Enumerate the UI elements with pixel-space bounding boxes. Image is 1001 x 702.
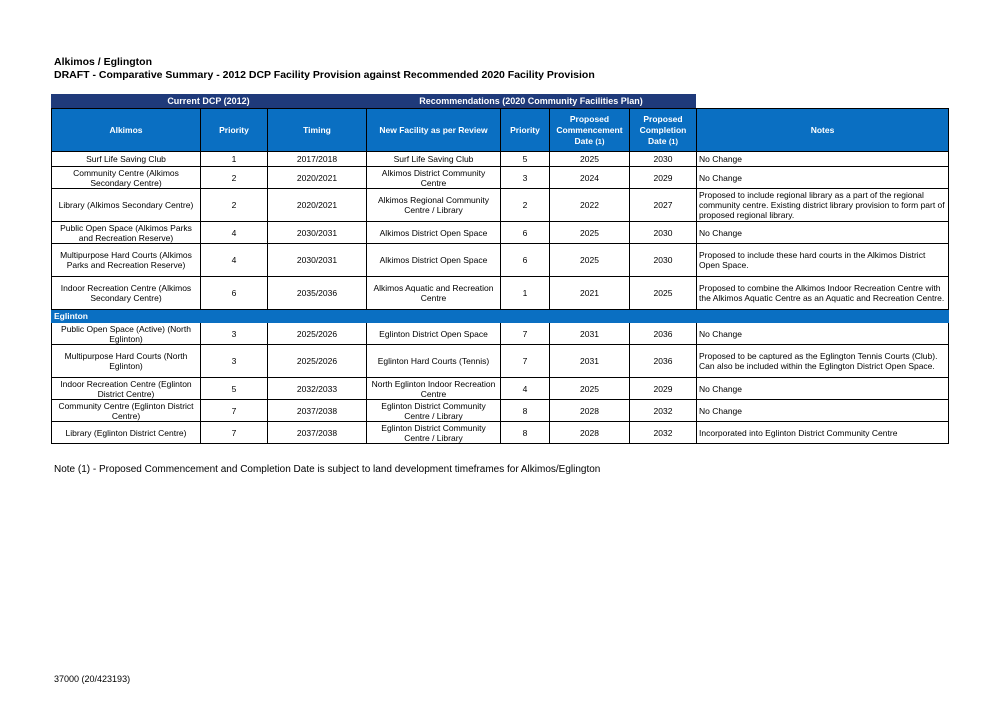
cell-completion: 2025 bbox=[630, 277, 697, 310]
cell-timing: 2030/2031 bbox=[268, 244, 367, 277]
col-header-priority: Priority bbox=[201, 109, 268, 152]
column-header-row bbox=[52, 109, 949, 152]
cell-priority: 7 bbox=[201, 422, 268, 444]
cell-completion: 2030 bbox=[630, 222, 697, 244]
cell-priority: 4 bbox=[201, 244, 268, 277]
cell-new-facility: Alkimos District Open Space bbox=[367, 244, 501, 277]
cell-timing: 2025/2026 bbox=[268, 345, 367, 378]
cell-timing: 2037/2038 bbox=[268, 400, 367, 422]
cell-new-facility: Alkimos District Open Space bbox=[367, 222, 501, 244]
cell-rec-priority: 6 bbox=[501, 244, 550, 277]
cell-commencement: 2031 bbox=[550, 345, 630, 378]
cell-new-facility: Alkimos Aquatic and Recreation Centre bbox=[367, 277, 501, 310]
table-row bbox=[52, 323, 949, 345]
cell-timing: 2020/2021 bbox=[268, 167, 367, 189]
cell-facility: Library (Eglinton District Centre) bbox=[52, 422, 201, 444]
eglinton-section bbox=[52, 323, 949, 444]
cell-timing: 2020/2021 bbox=[268, 189, 367, 222]
cell-new-facility: Eglinton District Open Space bbox=[367, 323, 501, 345]
cell-commencement: 2021 bbox=[550, 277, 630, 310]
cell-completion: 2029 bbox=[630, 378, 697, 400]
cell-rec-priority: 2 bbox=[501, 189, 550, 222]
table-row bbox=[52, 422, 949, 444]
cell-timing: 2032/2033 bbox=[268, 378, 367, 400]
cell-rec-priority: 8 bbox=[501, 400, 550, 422]
document-reference: 37000 (20/423193) bbox=[54, 674, 131, 684]
cell-commencement: 2031 bbox=[550, 323, 630, 345]
cell-commencement: 2024 bbox=[550, 167, 630, 189]
cell-rec-priority: 7 bbox=[501, 345, 550, 378]
commencement-label: Proposed Commencement Date bbox=[556, 113, 623, 146]
commencement-note: (1) bbox=[595, 136, 605, 146]
table-row bbox=[52, 277, 949, 310]
cell-rec-priority: 1 bbox=[501, 277, 550, 310]
col-header-new-facility: New Facility as per Review bbox=[367, 109, 501, 152]
cell-facility: Library (Alkimos Secondary Centre) bbox=[52, 189, 201, 222]
cell-priority: 6 bbox=[201, 277, 268, 310]
table-row bbox=[52, 345, 949, 378]
cell-new-facility: Eglinton District Community Centre / Library bbox=[367, 422, 501, 444]
cell-notes: Incorporated into Eglinton District Community Centre bbox=[697, 422, 949, 444]
cell-priority: 4 bbox=[201, 222, 268, 244]
table-row bbox=[52, 400, 949, 422]
cell-priority: 3 bbox=[201, 345, 268, 378]
cell-facility: Public Open Space (Alkimos Parks and Recreation Reserve) bbox=[52, 222, 201, 244]
cell-notes: Proposed to be captured as the Eglington Tennis Courts (Club). Can also be included within the Eglington District Open Space. bbox=[697, 345, 949, 378]
cell-rec-priority: 8 bbox=[501, 422, 550, 444]
cell-completion: 2029 bbox=[630, 167, 697, 189]
table-row bbox=[52, 167, 949, 189]
cell-new-facility: Eglinton Hard Courts (Tennis) bbox=[367, 345, 501, 378]
cell-priority: 2 bbox=[201, 167, 268, 189]
group-header-bar bbox=[51, 94, 696, 108]
cell-new-facility: Alkimos District Community Centre bbox=[367, 167, 501, 189]
cell-facility: Surf Life Saving Club bbox=[52, 152, 201, 167]
cell-completion: 2030 bbox=[630, 244, 697, 277]
completion-label: Proposed Completion Date bbox=[639, 113, 687, 146]
table-row bbox=[52, 152, 949, 167]
cell-timing: 2030/2031 bbox=[268, 222, 367, 244]
cell-notes: No Change bbox=[697, 222, 949, 244]
cell-notes: No Change bbox=[697, 400, 949, 422]
document-title: Alkimos / Eglington bbox=[54, 56, 153, 68]
cell-priority: 7 bbox=[201, 400, 268, 422]
group-header-current: Current DCP (2012) bbox=[51, 94, 366, 108]
cell-notes: Proposed to include these hard courts in the Alkimos District Open Space. bbox=[697, 244, 949, 277]
cell-notes: Proposed to include regional library as a part of the regional community centre. Existing district library provision to form part of proposed regional library. bbox=[697, 189, 949, 222]
cell-rec-priority: 5 bbox=[501, 152, 550, 167]
cell-facility: Indoor Recreation Centre (Alkimos Secondary Centre) bbox=[52, 277, 201, 310]
cell-priority: 2 bbox=[201, 189, 268, 222]
cell-notes: Proposed to combine the Alkimos Indoor Recreation Centre with the Alkimos Aquatic Centre as an Aquatic and Recreation Centre. bbox=[697, 277, 949, 310]
alkimos-section bbox=[52, 152, 949, 310]
group-header-recommendations: Recommendations (2020 Community Facilities Plan) bbox=[366, 94, 696, 108]
cell-commencement: 2025 bbox=[550, 244, 630, 277]
cell-commencement: 2025 bbox=[550, 222, 630, 244]
cell-rec-priority: 6 bbox=[501, 222, 550, 244]
cell-timing: 2025/2026 bbox=[268, 323, 367, 345]
cell-new-facility: Surf Life Saving Club bbox=[367, 152, 501, 167]
col-header-notes: Notes bbox=[697, 109, 949, 152]
cell-facility: Public Open Space (Active) (North Eglinton) bbox=[52, 323, 201, 345]
cell-facility: Indoor Recreation Centre (Eglinton District Centre) bbox=[52, 378, 201, 400]
cell-notes: No Change bbox=[697, 323, 949, 345]
cell-rec-priority: 4 bbox=[501, 378, 550, 400]
cell-completion: 2036 bbox=[630, 323, 697, 345]
cell-timing: 2035/2036 bbox=[268, 277, 367, 310]
table-row bbox=[52, 222, 949, 244]
cell-commencement: 2028 bbox=[550, 422, 630, 444]
cell-commencement: 2025 bbox=[550, 378, 630, 400]
document-subtitle: DRAFT - Comparative Summary - 2012 DCP Facility Provision against Recommended 2020 Facility Provision bbox=[54, 69, 595, 81]
cell-commencement: 2025 bbox=[550, 152, 630, 167]
table-row bbox=[52, 189, 949, 222]
cell-facility: Multipurpose Hard Courts (Alkimos Parks and Recreation Reserve) bbox=[52, 244, 201, 277]
cell-priority: 5 bbox=[201, 378, 268, 400]
col-header-timing: Timing bbox=[268, 109, 367, 152]
col-header-alkimos: Alkimos bbox=[52, 109, 201, 152]
eglinton-section-label: Eglinton bbox=[52, 310, 949, 323]
cell-completion: 2032 bbox=[630, 422, 697, 444]
cell-notes: No Change bbox=[697, 167, 949, 189]
cell-completion: 2036 bbox=[630, 345, 697, 378]
cell-commencement: 2028 bbox=[550, 400, 630, 422]
cell-rec-priority: 7 bbox=[501, 323, 550, 345]
cell-priority: 3 bbox=[201, 323, 268, 345]
cell-commencement: 2022 bbox=[550, 189, 630, 222]
cell-timing: 2037/2038 bbox=[268, 422, 367, 444]
cell-facility: Multipurpose Hard Courts (North Eglinton) bbox=[52, 345, 201, 378]
cell-facility: Community Centre (Alkimos Secondary Centre) bbox=[52, 167, 201, 189]
cell-timing: 2017/2018 bbox=[268, 152, 367, 167]
footnote: Note (1) - Proposed Commencement and Completion Date is subject to land development timeframes for Alkimos/Eglington bbox=[54, 464, 601, 475]
cell-rec-priority: 3 bbox=[501, 167, 550, 189]
table-row bbox=[52, 244, 949, 277]
cell-completion: 2027 bbox=[630, 189, 697, 222]
facility-table bbox=[51, 108, 949, 444]
col-header-rec-priority: Priority bbox=[501, 109, 550, 152]
cell-new-facility: North Eglinton Indoor Recreation Centre bbox=[367, 378, 501, 400]
col-header-completion bbox=[630, 109, 697, 152]
cell-new-facility: Eglinton District Community Centre / Library bbox=[367, 400, 501, 422]
cell-priority: 1 bbox=[201, 152, 268, 167]
cell-new-facility: Alkimos Regional Community Centre / Library bbox=[367, 189, 501, 222]
cell-facility: Community Centre (Eglinton District Centre) bbox=[52, 400, 201, 422]
cell-completion: 2032 bbox=[630, 400, 697, 422]
completion-note: (1) bbox=[668, 136, 678, 146]
table-row bbox=[52, 378, 949, 400]
col-header-commencement bbox=[550, 109, 630, 152]
cell-notes: No Change bbox=[697, 378, 949, 400]
cell-completion: 2030 bbox=[630, 152, 697, 167]
eglinton-section-header bbox=[52, 310, 949, 323]
cell-notes: No Change bbox=[697, 152, 949, 167]
